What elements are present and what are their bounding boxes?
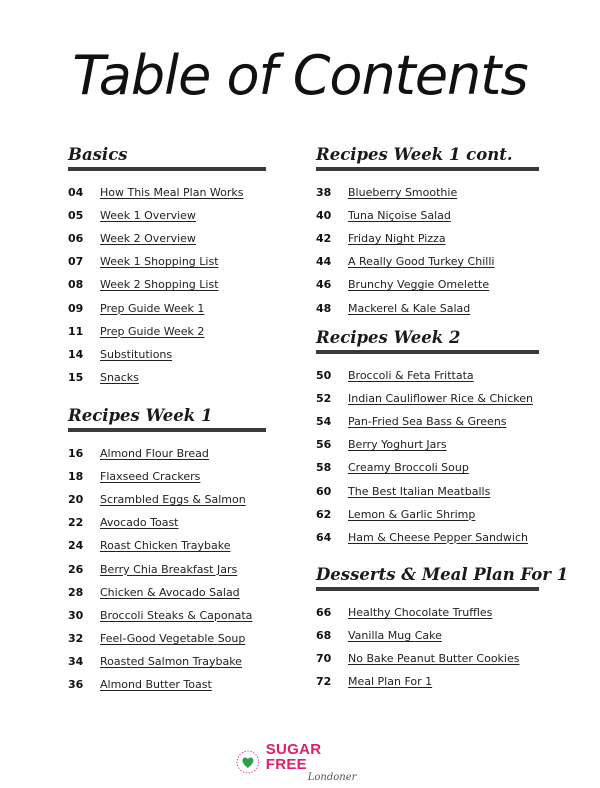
heart-icon <box>236 750 260 774</box>
heading-divider <box>68 167 266 171</box>
entry-link[interactable]: Chicken & Avocado Salad <box>100 585 240 599</box>
heading-divider <box>316 350 539 354</box>
toc-list <box>316 181 539 320</box>
toc-entry[interactable] <box>316 503 539 526</box>
page-number: 30 <box>68 608 84 622</box>
toc-entry[interactable] <box>316 204 539 227</box>
page-number: 72 <box>316 675 332 689</box>
page-number: 42 <box>316 232 332 246</box>
entry-link[interactable]: Week 1 Overview <box>100 209 196 223</box>
page-number: 40 <box>316 209 332 223</box>
entry-link[interactable]: Blueberry Smoothie <box>348 186 458 200</box>
page-number: 08 <box>68 278 84 292</box>
brand-logo <box>236 740 366 783</box>
toc-entry[interactable] <box>68 488 266 511</box>
section-heading: Basics <box>68 145 128 164</box>
page-number: 50 <box>316 369 332 383</box>
page-number: 14 <box>68 347 84 361</box>
page-number: 16 <box>68 447 84 461</box>
page-number: 26 <box>68 562 84 576</box>
toc-entry[interactable] <box>316 410 539 433</box>
toc-entry[interactable] <box>68 273 266 296</box>
toc-entry[interactable] <box>68 650 266 673</box>
entry-link[interactable]: Berry Yoghurt Jars <box>348 438 447 452</box>
toc-entry[interactable] <box>316 296 539 319</box>
page-number: 46 <box>316 278 332 292</box>
entry-link[interactable]: How This Meal Plan Works <box>100 186 244 200</box>
toc-entry[interactable] <box>68 511 266 534</box>
toc-entry[interactable] <box>68 673 266 696</box>
section-recipes-week-1 <box>68 405 266 696</box>
toc-entry[interactable] <box>316 273 539 296</box>
toc-entry[interactable] <box>68 557 266 580</box>
toc-entry[interactable] <box>316 670 539 693</box>
entry-link[interactable]: Broccoli & Feta Frittata <box>348 369 474 383</box>
entry-link[interactable]: Berry Chia Breakfast Jars <box>100 562 238 576</box>
entry-link[interactable]: Substitutions <box>100 347 173 361</box>
page-number: 11 <box>68 324 84 338</box>
section-heading: Desserts & Meal Plan For 1 <box>316 565 569 584</box>
entry-link[interactable]: Mackerel & Kale Salad <box>348 301 471 315</box>
entry-link[interactable]: Pan-Fried Sea Bass & Greens <box>348 415 507 429</box>
page-number: 60 <box>316 484 332 498</box>
entry-link[interactable]: Friday Night Pizza <box>348 232 446 246</box>
entry-link[interactable]: Meal Plan For 1 <box>348 675 433 689</box>
page-number: 05 <box>68 209 84 223</box>
toc-list <box>316 364 539 549</box>
entry-link[interactable]: Brunchy Veggie Omelette <box>348 278 490 292</box>
entry-link[interactable]: Roast Chicken Traybake <box>100 539 231 553</box>
page-number: 36 <box>68 677 84 691</box>
entry-link[interactable]: Week 1 Shopping List <box>100 255 219 269</box>
page-number: 48 <box>316 301 332 315</box>
toc-entry[interactable] <box>316 433 539 456</box>
toc-entry[interactable] <box>316 479 539 502</box>
entry-link[interactable]: Prep Guide Week 1 <box>100 301 205 315</box>
entry-link[interactable]: Flaxseed Crackers <box>100 470 201 484</box>
toc-entry[interactable] <box>316 181 539 204</box>
section-heading: Recipes Week 2 <box>316 328 461 347</box>
toc-entry[interactable] <box>316 601 539 624</box>
toc-entry[interactable] <box>68 465 266 488</box>
entry-link[interactable]: Snacks <box>100 370 139 384</box>
toc-entry[interactable] <box>68 627 266 650</box>
toc-entry[interactable] <box>316 526 539 549</box>
entry-link[interactable]: Broccoli Steaks & Caponata <box>100 608 253 622</box>
toc-entry[interactable] <box>68 250 266 273</box>
page-number: 32 <box>68 631 84 645</box>
toc-entry[interactable] <box>68 534 266 557</box>
page-number: 34 <box>68 654 84 668</box>
page-number: 28 <box>68 585 84 599</box>
heading-divider <box>316 587 539 591</box>
toc-entry[interactable] <box>68 366 266 389</box>
page-number: 22 <box>68 516 84 530</box>
entry-link[interactable]: Almond Flour Bread <box>100 447 209 461</box>
page-number: 15 <box>68 370 84 384</box>
toc-list <box>316 601 539 693</box>
toc-entry[interactable] <box>316 387 539 410</box>
page-number: 44 <box>316 255 332 269</box>
page-number: 70 <box>316 652 332 666</box>
section-desserts <box>316 564 569 693</box>
entry-link[interactable]: Lemon & Garlic Shrimp <box>348 507 476 521</box>
toc-entry[interactable] <box>68 181 266 204</box>
page-number: 04 <box>68 186 84 200</box>
entry-link[interactable]: Ham & Cheese Pepper Sandwich <box>348 530 528 544</box>
page-number: 06 <box>68 232 84 246</box>
toc-entry[interactable] <box>316 624 539 647</box>
entry-link[interactable]: Vanilla Mug Cake <box>348 629 442 643</box>
logo-wordmark: SUGAR FREE <box>265 740 322 773</box>
toc-list <box>68 181 266 389</box>
section-recipes-week-2 <box>316 327 539 549</box>
toc-entry[interactable] <box>316 227 539 250</box>
toc-entry[interactable] <box>68 604 266 627</box>
toc-entry[interactable] <box>316 250 539 273</box>
entry-link[interactable]: Scrambled Eggs & Salmon <box>100 493 246 507</box>
page-number: 56 <box>316 438 332 452</box>
entry-link[interactable]: Week 2 Overview <box>100 232 196 246</box>
section-heading: Recipes Week 1 cont. <box>316 145 513 164</box>
toc-entry[interactable] <box>316 456 539 479</box>
logo-subtitle: Londoner <box>307 771 357 783</box>
section-recipes-week-1-cont <box>316 144 539 320</box>
toc-entry[interactable] <box>316 364 539 387</box>
entry-link[interactable]: Prep Guide Week 2 <box>100 324 205 338</box>
page-number: 07 <box>68 255 84 269</box>
page-number: 54 <box>316 415 332 429</box>
entry-link[interactable]: Indian Cauliflower Rice & Chicken <box>348 392 533 406</box>
toc-entry[interactable] <box>68 581 266 604</box>
entry-link[interactable]: A Really Good Turkey Chilli <box>348 255 495 269</box>
page-title: Table of Contents <box>72 44 528 107</box>
heading-divider <box>68 428 266 432</box>
page-number: 24 <box>68 539 84 553</box>
page-number: 18 <box>68 470 84 484</box>
entry-link[interactable]: The Best Italian Meatballs <box>348 484 491 498</box>
entry-link[interactable]: Avocado Toast <box>100 516 179 530</box>
entry-link[interactable]: Tuna Niçoise Salad <box>348 209 451 223</box>
entry-link[interactable]: Week 2 Shopping List <box>100 278 219 292</box>
section-heading: Recipes Week 1 <box>68 406 213 425</box>
page-number: 09 <box>68 301 84 315</box>
toc-entry[interactable] <box>68 320 266 343</box>
entry-link[interactable]: Healthy Chocolate Truffles <box>348 606 493 620</box>
toc-entry[interactable] <box>68 296 266 319</box>
toc-entry[interactable] <box>316 647 539 670</box>
toc-entry[interactable] <box>68 343 266 366</box>
toc-entry[interactable] <box>68 204 266 227</box>
entry-link[interactable]: Creamy Broccoli Soup <box>348 461 469 475</box>
page-number: 62 <box>316 507 332 521</box>
section-basics <box>68 144 266 389</box>
page-number: 58 <box>316 461 332 475</box>
heading-divider <box>316 167 539 171</box>
page-number: 20 <box>68 493 84 507</box>
toc-entry[interactable] <box>68 442 266 465</box>
page-number: 68 <box>316 629 332 643</box>
page-number: 64 <box>316 530 332 544</box>
page-number: 66 <box>316 606 332 620</box>
page-number: 52 <box>316 392 332 406</box>
entry-link[interactable]: Feel-Good Vegetable Soup <box>100 631 246 645</box>
page-number: 38 <box>316 186 332 200</box>
toc-entry[interactable] <box>68 227 266 250</box>
entry-link[interactable]: Almond Butter Toast <box>100 677 212 691</box>
entry-link[interactable]: No Bake Peanut Butter Cookies <box>348 652 520 666</box>
toc-list <box>68 442 266 696</box>
entry-link[interactable]: Roasted Salmon Traybake <box>100 654 242 668</box>
